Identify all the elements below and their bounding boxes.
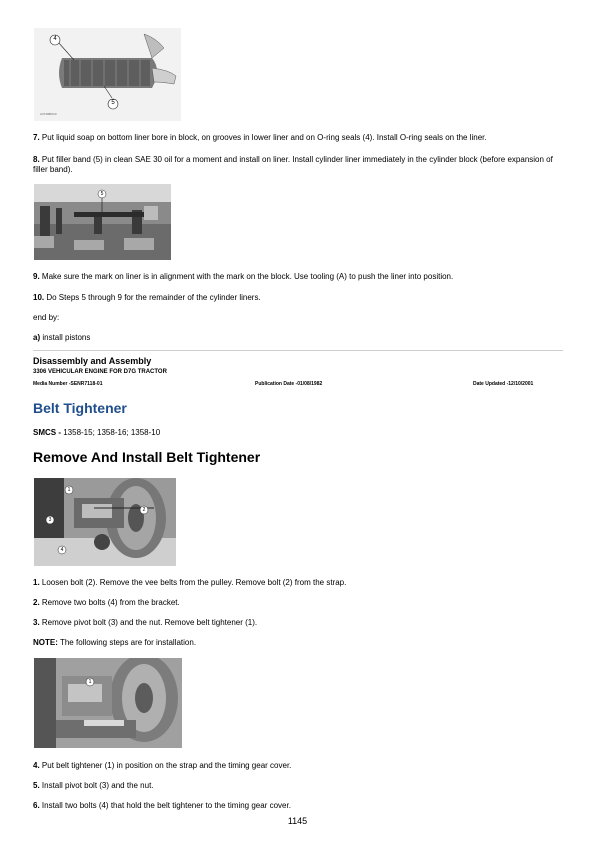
step-text: Put belt tightener (1) in position on the strap and the timing gear cover.: [41, 761, 292, 770]
note-text: The following steps are for installation.: [57, 638, 197, 647]
step-number: 10.: [33, 293, 45, 302]
step-number: 5.: [33, 781, 40, 790]
step-text: Do Steps 5 through 9 for the remainder of the cylinder liners.: [46, 293, 261, 302]
step-number: 6.: [33, 801, 40, 810]
step-number: 1.: [33, 578, 40, 587]
step-number: 8.: [33, 155, 40, 164]
step-number: 3.: [33, 618, 40, 627]
belt-tightener-install-figure: [34, 658, 182, 748]
step-9: [33, 272, 563, 282]
step-text: Install pivot bolt (3) and the nut.: [41, 781, 154, 790]
callout-label: 2: [142, 507, 146, 513]
belt-tightener-install-illustration: [34, 658, 182, 748]
smcs-line: [33, 428, 563, 438]
step-text: Remove pivot bolt (3) and the nut. Remove belt tightener (1).: [41, 618, 258, 627]
step-10: [33, 293, 563, 303]
callout-label: 4: [53, 36, 57, 42]
procedure-heading: Remove And Install Belt Tightener: [33, 449, 261, 465]
step-text: Loosen bolt (2). Remove the vee belts from the pulley. Remove bolt (2) from the strap.: [41, 578, 347, 587]
step-3: [33, 618, 563, 628]
media-number: Media Number -SENR7118-01: [33, 381, 103, 387]
note: [33, 638, 563, 648]
date-updated: Date Updated -12/10/2001: [473, 381, 534, 387]
step-text: Remove two bolts (4) from the bracket.: [41, 598, 180, 607]
belt-tightener-figure: [34, 478, 176, 566]
smcs-label: SMCS -: [33, 428, 61, 437]
item-text: install pistons: [42, 333, 91, 342]
step-7: [33, 133, 563, 143]
page-heading: Belt Tightener: [33, 400, 127, 416]
step-number: 2.: [33, 598, 40, 607]
page-number: 1145: [287, 816, 308, 826]
step-number: 7.: [33, 133, 40, 142]
step-1: [33, 578, 563, 588]
step-text: Put liquid soap on bottom liner bore in block, on grooves in lower liner and on O-ring seals (4). Install O-ring seals on the liner.: [41, 133, 487, 142]
note-label: NOTE:: [33, 638, 58, 647]
end-by-item: [33, 333, 563, 343]
step-number: 9.: [33, 272, 40, 281]
smcs-value: 1358-15; 1358-16; 1358-10: [61, 428, 161, 437]
section-title: Disassembly and Assembly: [33, 356, 152, 366]
step-text: Install two bolts (4) that hold the belt tightener to the timing gear cover.: [41, 801, 291, 810]
section-divider: [33, 350, 563, 351]
step-text: Put filler band (5) in clean SAE 30 oil for a moment and install on liner. Install cylinder liner immediately in the cylinder block (before expansion of filler band).: [33, 155, 553, 174]
callout-label: 5: [100, 191, 104, 197]
step-number: 4.: [33, 761, 40, 770]
liner-install-figure: [34, 184, 171, 260]
end-by-label: end by:: [33, 313, 60, 322]
step-2: [33, 598, 563, 608]
step-8: [33, 155, 563, 175]
figure-caption: A3749BNV3: [40, 112, 57, 116]
callout-label: 3: [48, 517, 52, 523]
item-letter: a): [33, 333, 41, 342]
step-5: [33, 781, 563, 791]
section-subtitle: 3306 VEHICULAR ENGINE FOR D7G TRACTOR: [33, 369, 167, 375]
step-text: Make sure the mark on liner is in alignment with the mark on the block. Use tooling (A) to push the liner into position.: [41, 272, 454, 281]
publication-date: Publication Date -01/08/1982: [255, 381, 323, 387]
step-4: [33, 761, 563, 771]
callout-label: 1: [88, 679, 92, 685]
callout-label: 4: [60, 547, 64, 553]
step-6: [33, 801, 563, 811]
callout-label: 5: [111, 100, 115, 106]
liner-figure: [34, 28, 181, 121]
callout-label: 1: [67, 487, 71, 493]
belt-tightener-illustration: [34, 478, 176, 566]
